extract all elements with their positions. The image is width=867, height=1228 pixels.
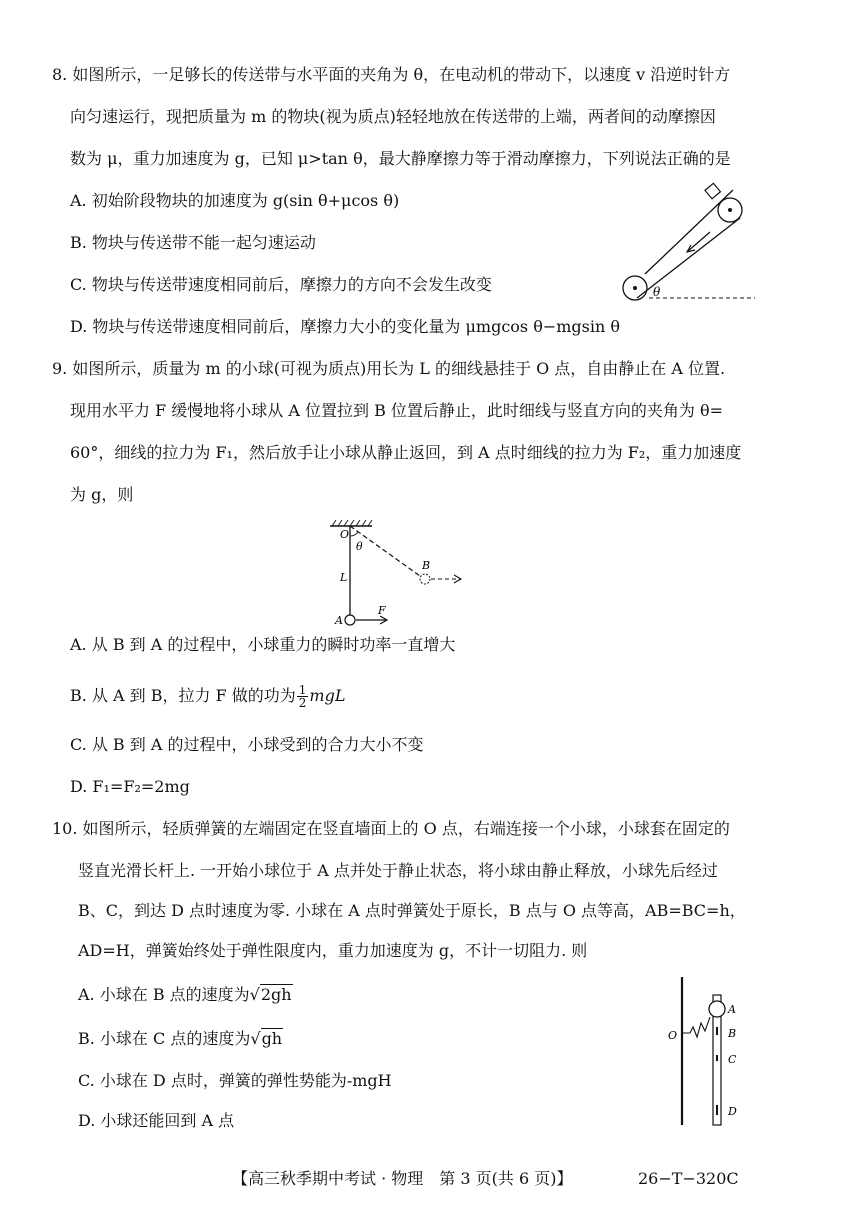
q8-option-c: C. 物块与传送带速度相同前后，摩擦力的方向不会发生改变	[70, 275, 492, 294]
q9-pendulum-figure	[322, 518, 472, 630]
q9-option-b-fraction	[297, 684, 309, 709]
q10-option-a-prefix: A. 小球在 B 点的速度为	[78, 985, 250, 1004]
q9-l-label: L	[340, 571, 348, 584]
q10-o-label: O	[668, 1029, 678, 1042]
q9-option-b-prefix: B. 从 A 到 B，拉力 F 做的功为	[70, 686, 296, 705]
q10-sqrt-sign: √	[249, 985, 260, 1004]
exam-code: 26−T−320C	[638, 1169, 739, 1188]
q10-option-b	[78, 1028, 283, 1050]
q9-stem-line-4: 为 g，则	[70, 485, 134, 504]
q8-conveyor-figure	[615, 180, 765, 305]
q10-c-label: C	[728, 1053, 737, 1066]
q10-option-b-prefix: B. 小球在 C 点的速度为	[78, 1029, 251, 1048]
q10-option-d: D. 小球还能回到 A 点	[78, 1111, 235, 1130]
q8-option-d: D. 物块与传送带速度相同前后，摩擦力大小的变化量为 μmgcos θ−mgsin θ	[70, 317, 621, 336]
q10-stem-line-1: 10. 如图所示，轻质弹簧的左端固定在竖直墙面上的 O 点，右端连接一个小球，小球套在固定的	[52, 819, 730, 838]
q10-option-a-radicand: 2gh	[260, 985, 292, 1004]
q10-stem-line-3: B、C，到达 D 点时速度为零. 小球在 A 点时弹簧处于原长，B 点与 O 点等高，AB=BC=h，	[78, 901, 746, 920]
q9-option-a: A. 从 B 到 A 的过程中，小球重力的瞬时功率一直增大	[70, 635, 456, 654]
q9-option-b	[70, 684, 345, 709]
q10-sqrt-sign-b: √	[250, 1029, 261, 1048]
q10-a-label: A	[728, 1003, 736, 1016]
q9-option-c: C. 从 B 到 A 的过程中，小球受到的合力大小不变	[70, 735, 424, 754]
q9-o-label: O	[340, 528, 350, 541]
q9-option-b-suffix: mgL	[309, 686, 346, 705]
q9-option-d: D. F₁=F₂=2mg	[70, 777, 190, 796]
q10-d-label: D	[728, 1105, 737, 1118]
q9-stem-line-2: 现用水平力 F 缓慢地将小球从 A 位置拉到 B 位置后静止，此时细线与竖直方向的夹角为 θ=	[70, 401, 724, 420]
q8-stem-line-2: 向匀速运行，现把质量为 m 的物块(视为质点)轻轻地放在传送带的上端，两者间的动摩擦因	[70, 107, 716, 126]
q10-stem-line-4: AD=H，弹簧始终处于弹性限度内，重力加速度为 g，不计一切阻力. 则	[78, 941, 588, 960]
q9-stem-line-1: 9. 如图所示，质量为 m 的小球(可视为质点)用长为 L 的细线悬挂于 O 点，自由静止在 A 位置.	[52, 359, 726, 378]
q10-stem-line-2: 竖直光滑长杆上. 一开始小球位于 A 点并处于静止状态，将小球由静止释放，小球先后经过	[78, 861, 718, 880]
q10-spring-figure	[660, 975, 750, 1130]
q9-fraction-denominator: 2	[298, 696, 307, 710]
q8-stem-line-1: 8. 如图所示，一足够长的传送带与水平面的夹角为 θ，在电动机的带动下，以速度 v 沿逆时针方	[52, 65, 731, 84]
page-footer: 【高三秋季期中考试 · 物理 第 3 页(共 6 页)】	[232, 1169, 573, 1188]
q9-a-label: A	[335, 614, 343, 627]
q8-option-b: B. 物块与传送带不能一起匀速运动	[70, 233, 316, 252]
q8-theta-label: θ	[653, 285, 661, 299]
q10-option-c: C. 小球在 D 点时，弹簧的弹性势能为-mgH	[78, 1071, 392, 1090]
q9-f-label: F	[378, 604, 386, 617]
q10-b-label: B	[728, 1027, 737, 1040]
q8-stem-line-3: 数为 μ，重力加速度为 g，已知 μ>tan θ，最大静摩擦力等于滑动摩擦力，下列说法正确的是	[70, 149, 731, 168]
q10-option-a	[78, 984, 293, 1006]
q9-stem-line-3: 60°，细线的拉力为 F₁，然后放手让小球从静止返回，到 A 点时细线的拉力为 F₂，重力加速度	[70, 443, 742, 462]
q8-option-a: A. 初始阶段物块的加速度为 g(sin θ+μcos θ)	[70, 191, 400, 210]
q10-option-b-radicand: gh	[261, 1029, 283, 1048]
q9-theta-label: θ	[356, 540, 363, 553]
q9-b-label: B	[422, 559, 431, 572]
q9-fraction-numerator: 1	[298, 683, 307, 697]
